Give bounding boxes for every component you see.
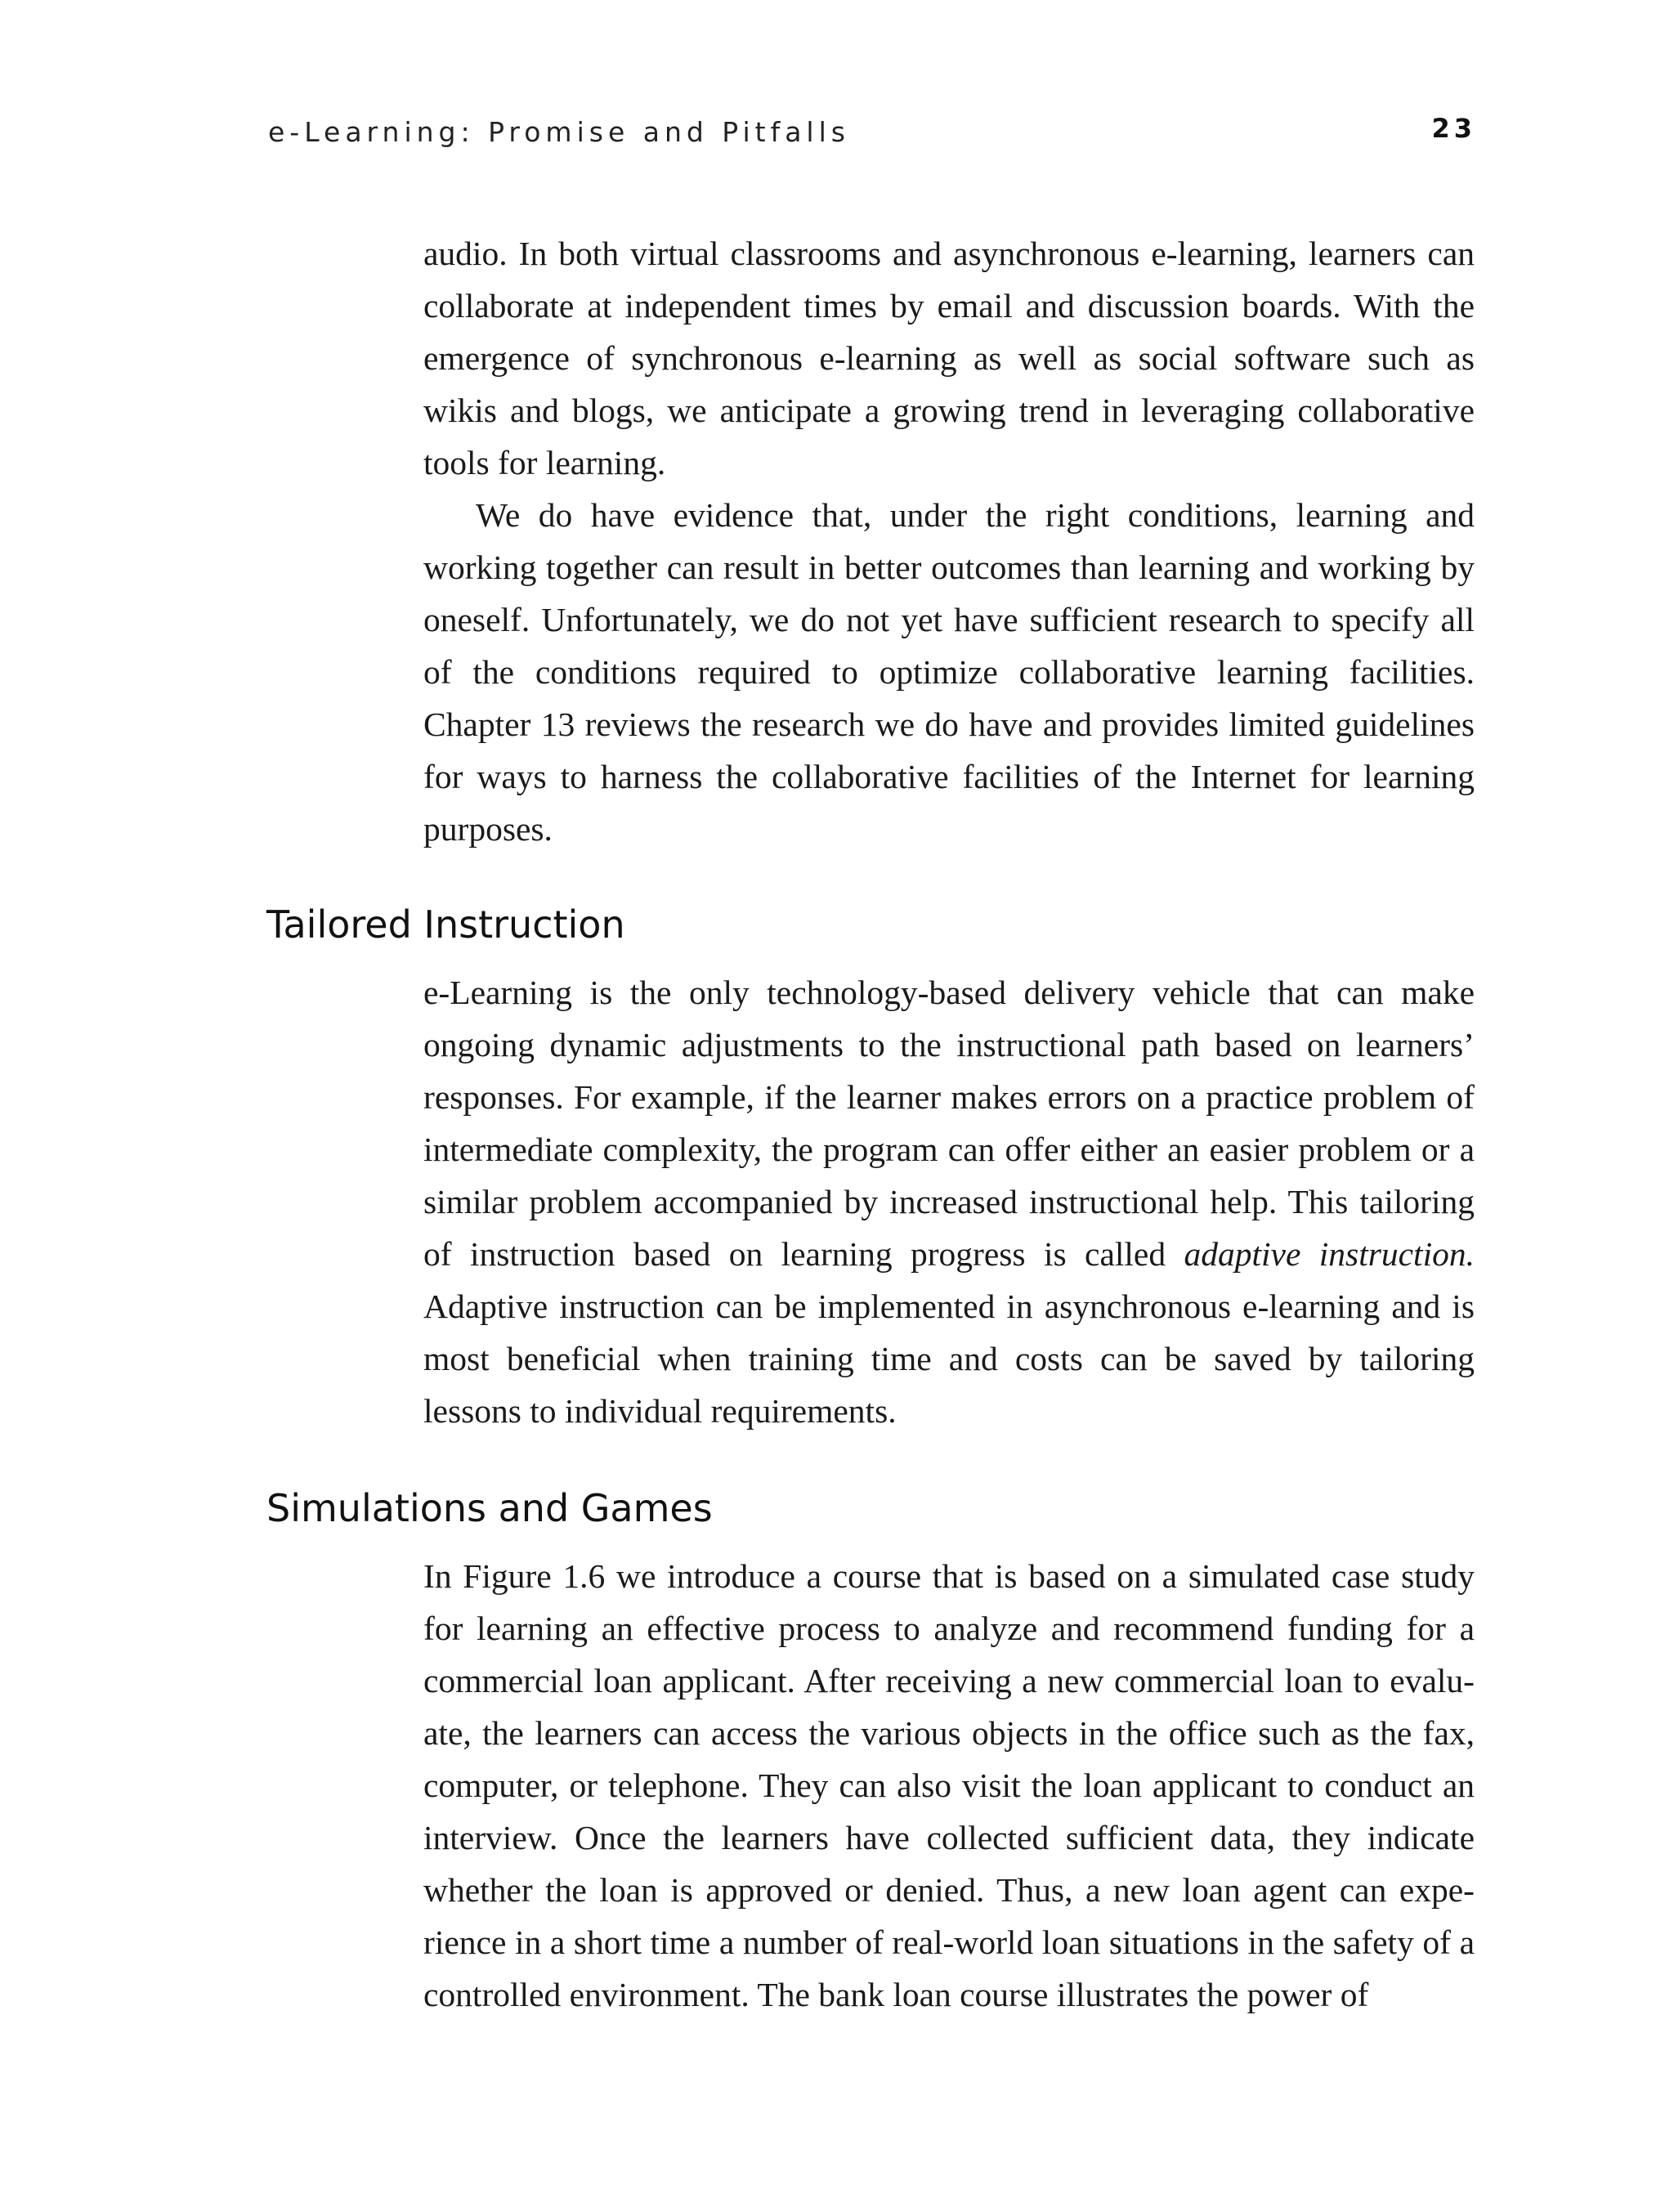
section-heading-tailored-instruction: Tailored Instruction	[266, 902, 625, 947]
running-head: e-Learning: Promise and Pitfalls	[268, 116, 850, 148]
intro-paragraph-1: audio. In both virtual classrooms and asynchronous e-learning, learners can collaborate at independent times by email and discussion boards. With the emergence of synchronous e-learning as well as social software such as wikis and blogs, we anticipate a growing trend in leveraging collaborative tools for learning.	[423, 235, 1475, 481]
tailored-text-after: Adaptive instruction can be implemented in asynchronous e-learning and is most beneficial when training time and costs can be saved by tailoring lessons to individual requirements.	[423, 1287, 1475, 1430]
simulations-paragraph: In Figure 1.6 we introduce a course that is based on a simulated case study for learning an effective process to analyze and recommend funding for a commercial loan applicant. After receiving a new commercial loan to evaluate, the learners can access the various objects in the office such as the fax, computer, or telephone. They can also visit the loan applicant to conduct an interview. Once the learners have collected sufficient data, they indicate whether the loan is approved or denied. Thus, a new loan agent can experience in a short time a number of real-world loan situations in the safety of a controlled environment. The bank loan course illustrates the power of	[423, 1557, 1475, 2013]
tailored-text-block	[423, 966, 1475, 1437]
tailored-text-before: e-Learning is the only technology-based delivery vehicle that can make ongoing dynamic adjustments to the instructional path based on learners’ responses. For example, if the learner makes errors on a practice problem of intermediate complexity, the program can offer either an easier problem or a similar problem accompanied by increased instructional help. This tailoring of instruction based on learning progress is called	[423, 974, 1475, 1273]
section-heading-simulations-and-games: Simulations and Games	[266, 1486, 713, 1530]
intro-text-block	[423, 227, 1475, 855]
adaptive-instruction-term: adaptive instruction.	[1184, 1235, 1475, 1273]
tailored-paragraph	[423, 966, 1475, 1437]
simulations-text-block	[423, 1550, 1475, 2021]
intro-paragraph-2: We do have evidence that, under the right conditions, learning and working together can result in better outcomes than learning and working by oneself. Unfortunately, we do not yet have sufficient research to specify all of the conditions required to optimize collaborative learning facilities. Chapter 13 reviews the research we do have and provides limited guidelines for ways to harness the collaborative facilities of the Internet for learning purposes.	[423, 496, 1475, 848]
page-number: 23	[1431, 113, 1476, 144]
